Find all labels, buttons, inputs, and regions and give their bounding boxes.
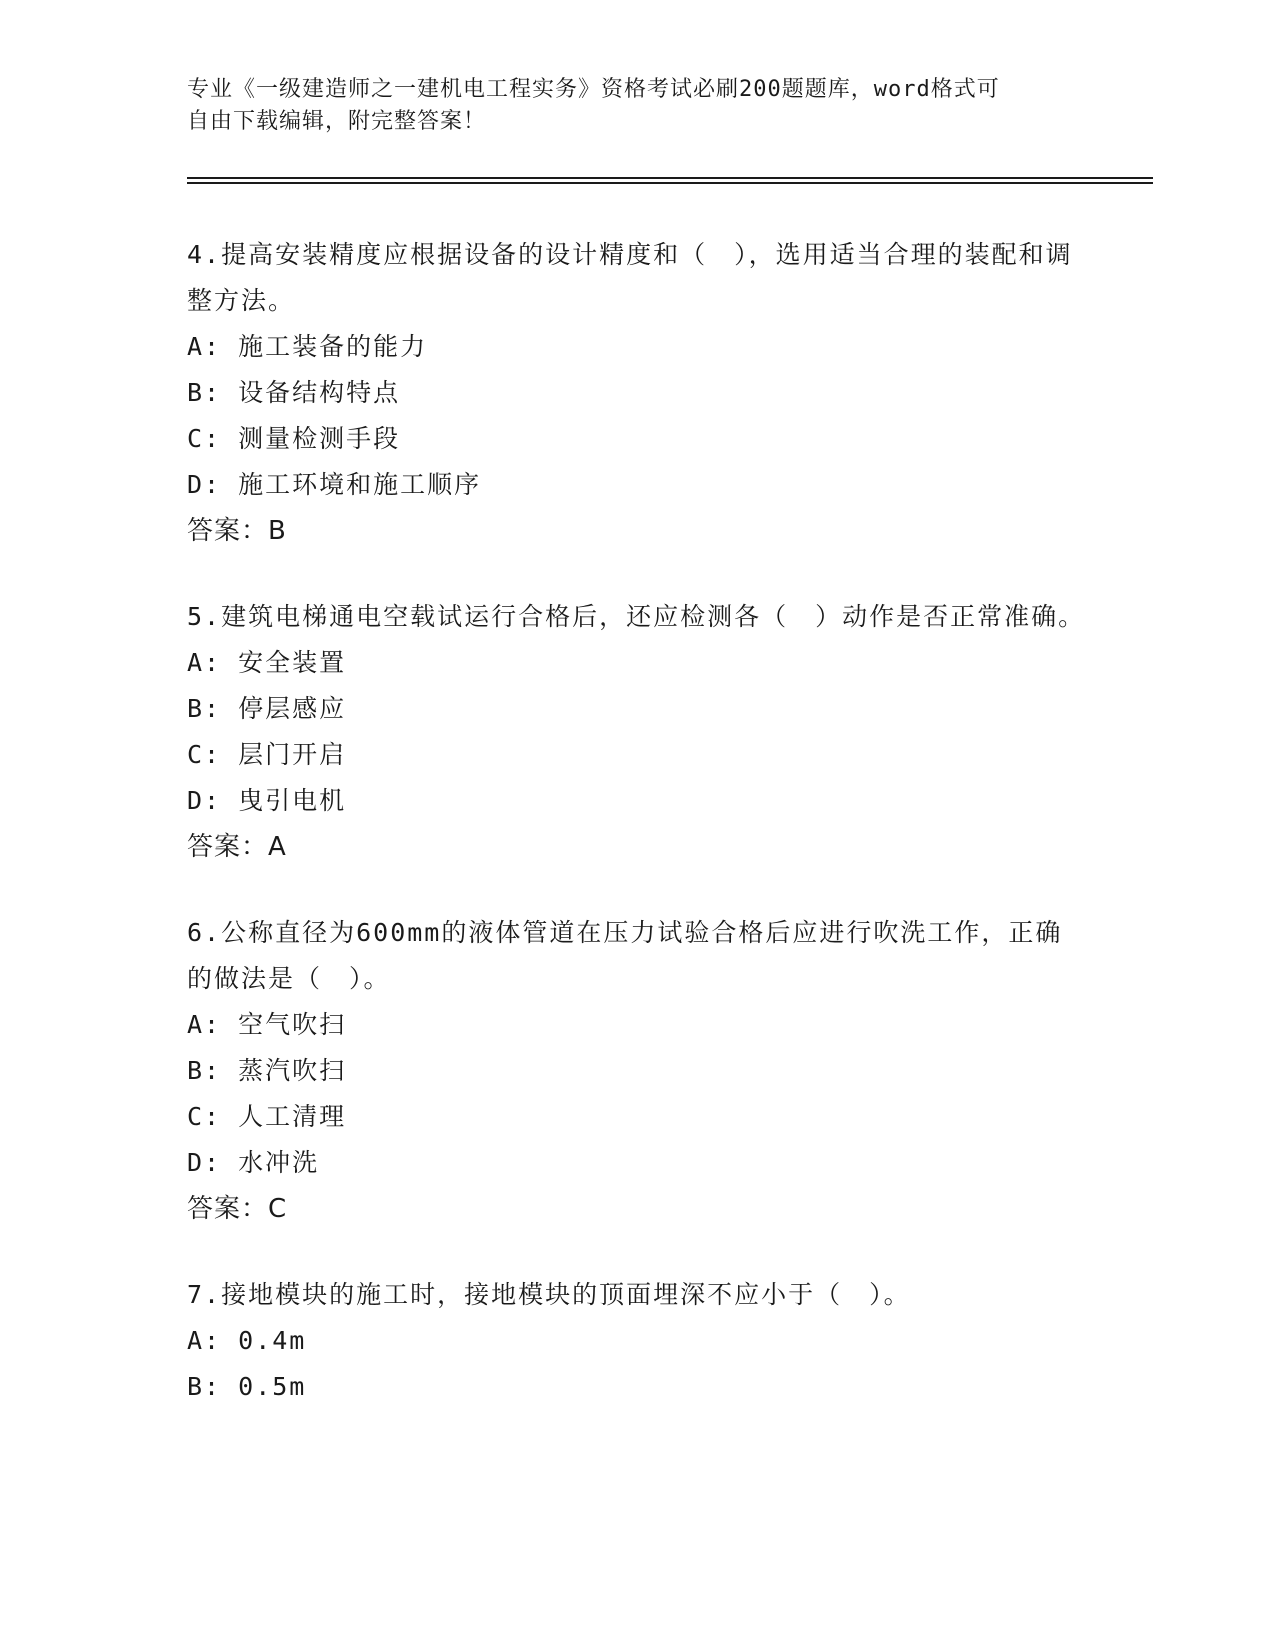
option-b: B: 0.5m [187, 1372, 307, 1401]
question-7 [187, 1272, 1087, 1410]
option-b: B: 设备结构特点 [187, 378, 401, 407]
question-stem: 5.建筑电梯通电空载试运行合格后，还应检测各（ ）动作是否正常准确。 [187, 602, 1086, 631]
header-line-2: 自由下载编辑，附完整答案！ [187, 109, 487, 134]
option-d: D: 曳引电机 [187, 786, 347, 815]
document-header [187, 74, 1067, 138]
option-c: C: 层门开启 [187, 740, 347, 769]
option-c: C: 测量检测手段 [187, 424, 401, 453]
option-a: A: 空气吹扫 [187, 1010, 347, 1039]
question-5 [187, 594, 1087, 870]
question-list [187, 232, 1087, 1450]
question-stem: 6.公称直径为600mm的液体管道在压力试验合格后应进行吹洗工作，正确的做法是（ ）。 [187, 918, 1063, 993]
option-a: A: 施工装备的能力 [187, 332, 428, 361]
question-6 [187, 910, 1087, 1232]
answer-text: 答案：A [187, 832, 287, 862]
option-d: D: 水冲洗 [187, 1148, 320, 1177]
question-stem: 4.提高安装精度应根据设备的设计精度和（ ），选用适当合理的装配和调整方法。 [187, 240, 1073, 315]
option-d: D: 施工环境和施工顺序 [187, 470, 482, 499]
option-c: C: 人工清理 [187, 1102, 347, 1131]
header-rule-bottom [187, 182, 1153, 184]
option-b: B: 停层感应 [187, 694, 347, 723]
header-rule-top [187, 177, 1153, 179]
option-b: B: 蒸汽吹扫 [187, 1056, 347, 1085]
header-line-1: 专业《一级建造师之一建机电工程实务》资格考试必刷200题题库，word格式可 [187, 77, 1000, 102]
question-4 [187, 232, 1087, 554]
answer-text: 答案：C [187, 1194, 288, 1224]
option-a: A: 安全装置 [187, 648, 347, 677]
option-a: A: 0.4m [187, 1326, 307, 1355]
answer-text: 答案：B [187, 516, 287, 546]
question-stem: 7.接地模块的施工时，接地模块的顶面埋深不应小于（ ）。 [187, 1280, 911, 1309]
